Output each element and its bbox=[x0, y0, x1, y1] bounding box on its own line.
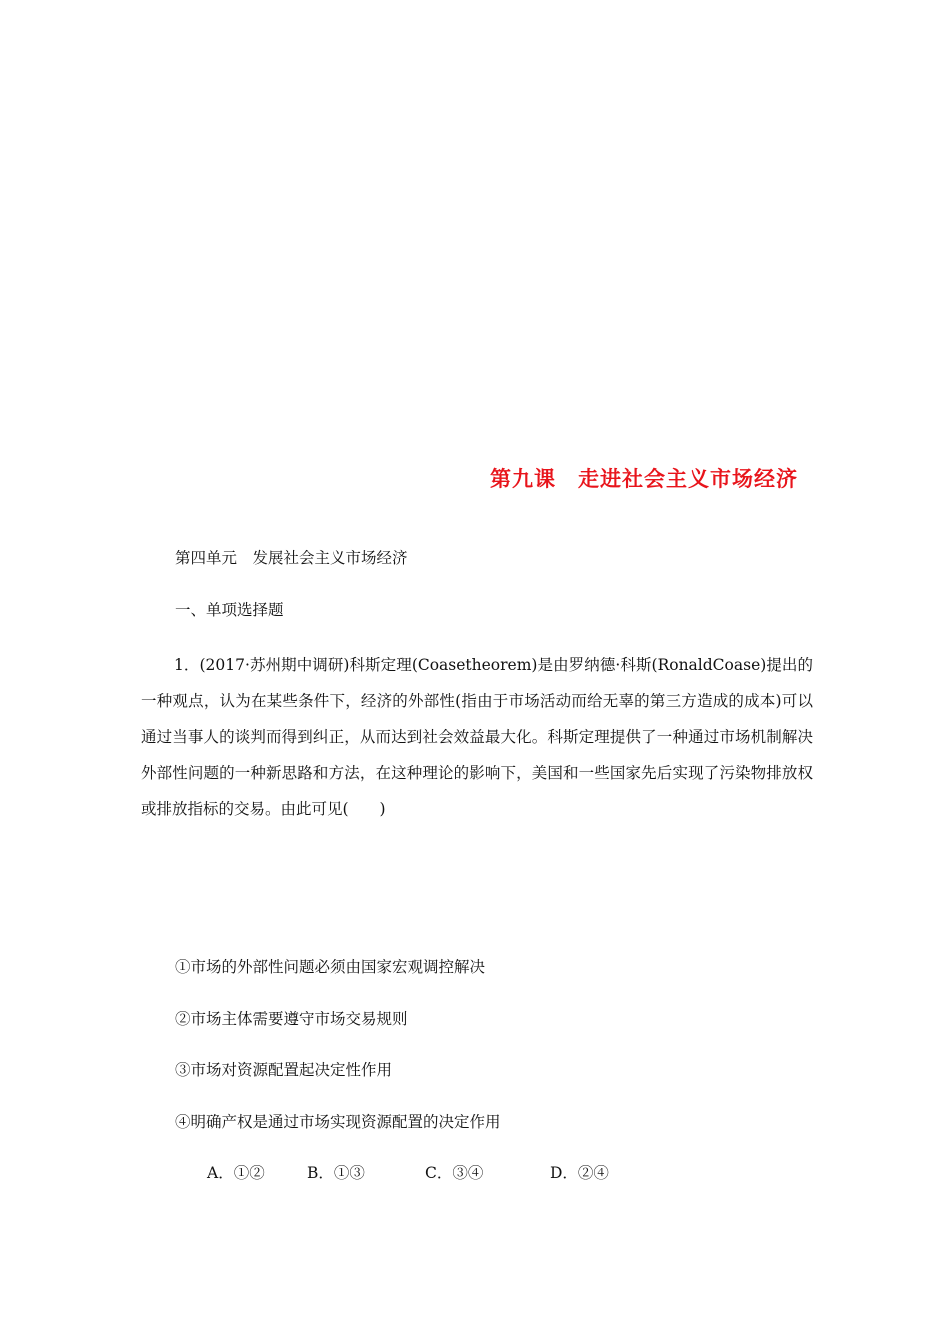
option-b[interactable]: B．①③ bbox=[307, 1164, 365, 1182]
option-d[interactable]: D．②④ bbox=[550, 1164, 609, 1182]
answer-options bbox=[207, 1161, 609, 1251]
option-a[interactable]: A．①② bbox=[207, 1164, 265, 1182]
statement-4: ④明确产权是通过市场实现资源配置的决定作用 bbox=[175, 1113, 501, 1131]
lesson-title: 第九课 走进社会主义市场经济 bbox=[490, 467, 798, 491]
section-title: 一、单项选择题 bbox=[175, 601, 284, 619]
option-c[interactable]: C．③④ bbox=[425, 1164, 484, 1182]
unit-title: 第四单元 发展社会主义市场经济 bbox=[175, 549, 408, 567]
question-stem: 1．(2017·苏州期中调研)科斯定理(Coasetheorem)是由罗纳德·科斯(RonaldCoase)提出的一种观点，认为在某些条件下，经济的外部性(指由于市场活动而给无辜的第三方造成的成本)可以通过当事人的谈判而得到纠正，从而达到社会效益最大化。科斯定理提供了一种通过市场机制解决外部性问题的一种新思路和方法，在这种理论的影响下，美国和一些国家先后实现了污染物排放权或排放指标的交易。由此可见( ) bbox=[141, 656, 813, 818]
statement-3: ③市场对资源配置起决定性作用 bbox=[175, 1061, 393, 1079]
statement-1: ①市场的外部性问题必须由国家宏观调控解决 bbox=[175, 958, 486, 976]
statement-2: ②市场主体需要遵守市场交易规则 bbox=[175, 1010, 408, 1028]
